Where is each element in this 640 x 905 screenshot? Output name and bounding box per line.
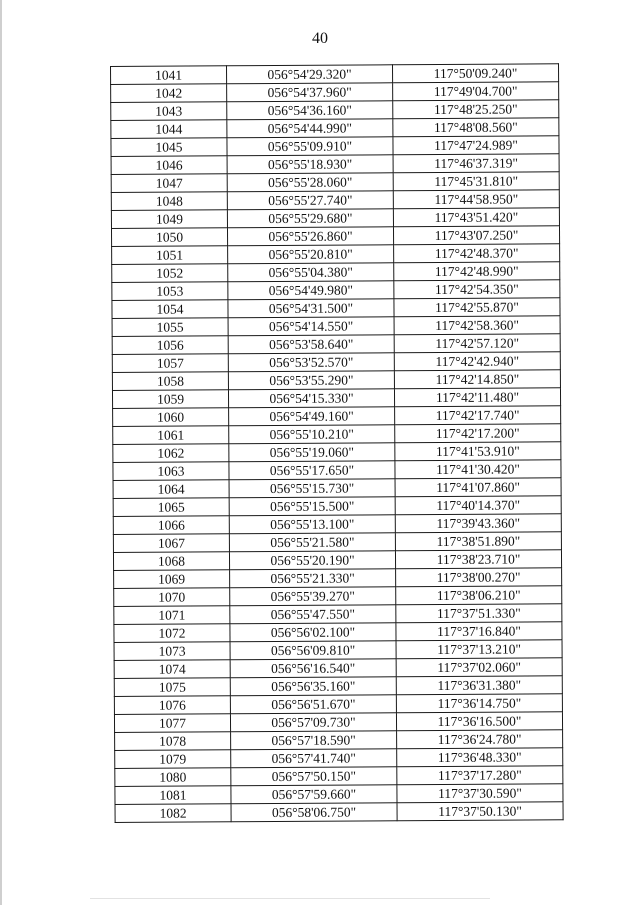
point-number-cell: 1056 xyxy=(112,336,228,355)
latitude-cell: 056°55'29.680" xyxy=(227,209,393,228)
longitude-cell: 117°36'16.500" xyxy=(396,712,562,731)
point-number-cell: 1062 xyxy=(113,444,229,463)
point-number-cell: 1076 xyxy=(114,696,230,715)
longitude-cell: 117°46'37.319" xyxy=(393,154,559,173)
longitude-cell: 117°42'17.740" xyxy=(395,406,561,425)
table-row xyxy=(113,460,561,481)
point-number-cell: 1072 xyxy=(114,624,230,643)
table-row xyxy=(112,262,560,283)
latitude-cell: 056°54'37.960" xyxy=(227,83,393,102)
latitude-cell: 056°55'17.650" xyxy=(229,461,395,480)
point-number-cell: 1064 xyxy=(113,480,229,499)
longitude-cell: 117°41'53.910" xyxy=(395,442,561,461)
point-number-cell: 1050 xyxy=(111,228,227,247)
table-row xyxy=(112,244,560,265)
table-row xyxy=(112,388,560,409)
latitude-cell: 056°55'27.740" xyxy=(227,191,393,210)
point-number-cell: 1080 xyxy=(115,768,231,787)
latitude-cell: 056°56'51.670" xyxy=(230,695,396,714)
latitude-cell: 056°57'50.150" xyxy=(231,767,397,786)
longitude-cell: 117°47'24.989" xyxy=(393,136,559,155)
latitude-cell: 056°58'06.750" xyxy=(231,803,397,822)
latitude-cell: 056°55'39.270" xyxy=(230,587,396,606)
point-number-cell: 1078 xyxy=(115,732,231,751)
table-row xyxy=(115,766,563,787)
longitude-cell: 117°38'51.890" xyxy=(395,532,561,551)
longitude-cell: 117°43'07.250" xyxy=(393,226,559,245)
latitude-cell: 056°56'09.810" xyxy=(230,641,396,660)
longitude-cell: 117°42'54.350" xyxy=(394,280,560,299)
longitude-cell: 117°48'08.560" xyxy=(393,118,559,137)
table-row xyxy=(112,298,560,319)
point-number-cell: 1044 xyxy=(111,120,227,139)
longitude-cell: 117°36'14.750" xyxy=(396,694,562,713)
latitude-cell: 056°54'29.320" xyxy=(227,65,393,84)
longitude-cell: 117°42'42.940" xyxy=(394,352,560,371)
table-row xyxy=(113,514,561,535)
table-row xyxy=(113,496,561,517)
latitude-cell: 056°55'20.190" xyxy=(229,551,395,570)
longitude-cell: 117°49'04.700" xyxy=(393,82,559,101)
point-number-cell: 1073 xyxy=(114,642,230,661)
table-row xyxy=(111,208,559,229)
latitude-cell: 056°54'15.330" xyxy=(228,389,394,408)
latitude-cell: 056°55'21.330" xyxy=(230,569,396,588)
latitude-cell: 056°55'15.730" xyxy=(229,479,395,498)
point-number-cell: 1070 xyxy=(114,588,230,607)
scan-bottom-artifact xyxy=(90,898,490,899)
latitude-cell: 056°55'18.930" xyxy=(227,155,393,174)
latitude-cell: 056°55'26.860" xyxy=(227,227,393,246)
point-number-cell: 1057 xyxy=(112,354,228,373)
longitude-cell: 117°50'09.240" xyxy=(392,64,558,83)
latitude-cell: 056°54'31.500" xyxy=(228,299,394,318)
table-row xyxy=(112,316,560,337)
coordinates-table-body xyxy=(111,64,564,823)
longitude-cell: 117°36'31.380" xyxy=(396,676,562,695)
longitude-cell: 117°39'43.360" xyxy=(395,514,561,533)
point-number-cell: 1052 xyxy=(112,264,228,283)
point-number-cell: 1051 xyxy=(112,246,228,265)
point-number-cell: 1077 xyxy=(114,714,230,733)
latitude-cell: 056°54'14.550" xyxy=(228,317,394,336)
longitude-cell: 117°42'48.990" xyxy=(394,262,560,281)
table-row xyxy=(115,784,563,805)
latitude-cell: 056°54'36.160" xyxy=(227,101,393,120)
latitude-cell: 056°57'18.590" xyxy=(231,731,397,750)
page-number: 40 xyxy=(312,30,328,47)
latitude-cell: 056°55'15.500" xyxy=(229,497,395,516)
table-row xyxy=(114,586,562,607)
table-row xyxy=(111,154,559,175)
latitude-cell: 056°55'04.380" xyxy=(228,263,394,282)
latitude-cell: 056°57'09.730" xyxy=(230,713,396,732)
latitude-cell: 056°55'19.060" xyxy=(229,443,395,462)
latitude-cell: 056°57'59.660" xyxy=(231,785,397,804)
longitude-cell: 117°42'58.360" xyxy=(394,316,560,335)
point-number-cell: 1047 xyxy=(111,174,227,193)
table-row xyxy=(114,658,562,679)
longitude-cell: 117°36'24.780" xyxy=(397,730,563,749)
point-number-cell: 1053 xyxy=(112,282,228,301)
latitude-cell: 056°55'10.210" xyxy=(229,425,395,444)
point-number-cell: 1042 xyxy=(111,84,227,103)
latitude-cell: 056°55'21.580" xyxy=(229,533,395,552)
table-row xyxy=(113,478,561,499)
table-row xyxy=(112,352,560,373)
longitude-cell: 117°38'23.710" xyxy=(395,550,561,569)
point-number-cell: 1043 xyxy=(111,102,227,121)
table-row xyxy=(114,640,562,661)
latitude-cell: 056°55'28.060" xyxy=(227,173,393,192)
longitude-cell: 117°37'16.840" xyxy=(396,622,562,641)
point-number-cell: 1082 xyxy=(115,804,231,823)
longitude-cell: 117°37'50.130" xyxy=(397,802,563,821)
point-number-cell: 1068 xyxy=(113,552,229,571)
table-row xyxy=(111,82,559,103)
point-number-cell: 1074 xyxy=(114,660,230,679)
table-row xyxy=(114,712,562,733)
point-number-cell: 1060 xyxy=(113,408,229,427)
latitude-cell: 056°56'35.160" xyxy=(230,677,396,696)
longitude-cell: 117°41'07.860" xyxy=(395,478,561,497)
point-number-cell: 1075 xyxy=(114,678,230,697)
longitude-cell: 117°44'58.950" xyxy=(393,190,559,209)
longitude-cell: 117°36'48.330" xyxy=(397,748,563,767)
latitude-cell: 056°55'20.810" xyxy=(228,245,394,264)
latitude-cell: 056°53'58.640" xyxy=(228,335,394,354)
longitude-cell: 117°37'51.330" xyxy=(396,604,562,623)
table-row xyxy=(113,532,561,553)
point-number-cell: 1066 xyxy=(113,516,229,535)
latitude-cell: 056°56'02.100" xyxy=(230,623,396,642)
point-number-cell: 1048 xyxy=(111,192,227,211)
latitude-cell: 056°55'13.100" xyxy=(229,515,395,534)
point-number-cell: 1059 xyxy=(112,390,228,409)
table-row xyxy=(113,406,561,427)
point-number-cell: 1079 xyxy=(115,750,231,769)
latitude-cell: 056°54'49.160" xyxy=(229,407,395,426)
table-row xyxy=(113,550,561,571)
point-number-cell: 1063 xyxy=(113,462,229,481)
longitude-cell: 117°42'57.120" xyxy=(394,334,560,353)
longitude-cell: 117°38'06.210" xyxy=(396,586,562,605)
coordinates-table xyxy=(110,63,564,823)
table-row xyxy=(114,622,562,643)
point-number-cell: 1069 xyxy=(114,570,230,589)
point-number-cell: 1067 xyxy=(113,534,229,553)
point-number-cell: 1081 xyxy=(115,786,231,805)
longitude-cell: 117°42'48.370" xyxy=(394,244,560,263)
longitude-cell: 117°43'51.420" xyxy=(393,208,559,227)
latitude-cell: 056°57'41.740" xyxy=(231,749,397,768)
point-number-cell: 1058 xyxy=(112,372,228,391)
table-row xyxy=(111,136,559,157)
table-row xyxy=(111,100,559,121)
latitude-cell: 056°53'55.290" xyxy=(228,371,394,390)
longitude-cell: 117°40'14.370" xyxy=(395,496,561,515)
longitude-cell: 117°42'14.850" xyxy=(394,370,560,389)
latitude-cell: 056°55'09.910" xyxy=(227,137,393,156)
scan-edge-shadow xyxy=(0,0,2,905)
point-number-cell: 1049 xyxy=(111,210,227,229)
table-row xyxy=(111,64,559,85)
point-number-cell: 1045 xyxy=(111,138,227,157)
point-number-cell: 1061 xyxy=(113,426,229,445)
longitude-cell: 117°42'55.870" xyxy=(394,298,560,317)
table-row xyxy=(112,334,560,355)
point-number-cell: 1055 xyxy=(112,318,228,337)
longitude-cell: 117°37'17.280" xyxy=(397,766,563,785)
longitude-cell: 117°38'00.270" xyxy=(396,568,562,587)
longitude-cell: 117°42'11.480" xyxy=(394,388,560,407)
point-number-cell: 1065 xyxy=(113,498,229,517)
table-row xyxy=(111,226,559,247)
table-row xyxy=(111,172,559,193)
table-row xyxy=(112,370,560,391)
latitude-cell: 056°54'49.980" xyxy=(228,281,394,300)
table-row xyxy=(113,442,561,463)
table-row xyxy=(115,802,563,823)
longitude-cell: 117°37'02.060" xyxy=(396,658,562,677)
longitude-cell: 117°48'25.250" xyxy=(393,100,559,119)
longitude-cell: 117°42'17.200" xyxy=(395,424,561,443)
latitude-cell: 056°54'44.990" xyxy=(227,119,393,138)
point-number-cell: 1071 xyxy=(114,606,230,625)
longitude-cell: 117°41'30.420" xyxy=(395,460,561,479)
longitude-cell: 117°37'30.590" xyxy=(397,784,563,803)
table-row xyxy=(115,748,563,769)
point-number-cell: 1041 xyxy=(111,66,227,85)
table-row xyxy=(111,190,559,211)
table-row xyxy=(114,694,562,715)
latitude-cell: 056°53'52.570" xyxy=(228,353,394,372)
longitude-cell: 117°45'31.810" xyxy=(393,172,559,191)
point-number-cell: 1054 xyxy=(112,300,228,319)
table-row xyxy=(112,280,560,301)
table-row xyxy=(114,676,562,697)
latitude-cell: 056°55'47.550" xyxy=(230,605,396,624)
table-row xyxy=(114,604,562,625)
table-row xyxy=(115,730,563,751)
longitude-cell: 117°37'13.210" xyxy=(396,640,562,659)
table-row xyxy=(113,424,561,445)
table-row xyxy=(111,118,559,139)
point-number-cell: 1046 xyxy=(111,156,227,175)
latitude-cell: 056°56'16.540" xyxy=(230,659,396,678)
table-row xyxy=(114,568,562,589)
